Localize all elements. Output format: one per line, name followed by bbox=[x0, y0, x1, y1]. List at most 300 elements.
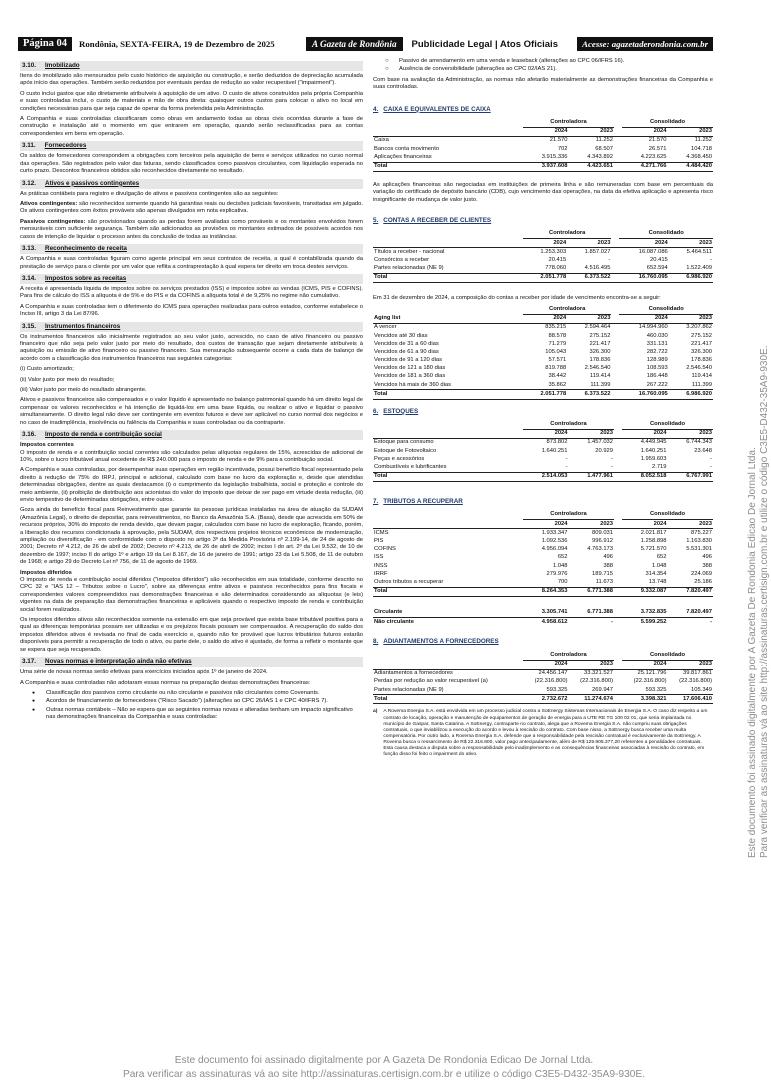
table-row bbox=[373, 257, 713, 265]
section-heading: 3.12. Ativos e passivos contingentes bbox=[20, 179, 363, 189]
table-cell: 104.718 bbox=[691, 145, 712, 152]
table-cell: 2023 bbox=[567, 239, 611, 248]
advances-table bbox=[373, 651, 713, 704]
table-cell: 2.594.464 bbox=[584, 324, 611, 331]
verification-line: Para verificar as assinaturas vá ao site http://assinaturas.certisign.com.br e utilize o código C3E5-D432-35A9-930E. bbox=[122, 1068, 646, 1080]
table-cell: 4.343.892 bbox=[587, 153, 613, 160]
table-cell: 25.121.796 bbox=[637, 670, 667, 677]
table-cell: 279.976 bbox=[546, 570, 568, 577]
table-cell: 5.531.301 bbox=[686, 546, 712, 553]
table-cell: 2023 bbox=[569, 660, 615, 669]
table-cell: 2023 bbox=[569, 127, 615, 136]
table-cell: 778.060 bbox=[545, 265, 567, 272]
table-cell: 267.222 bbox=[646, 381, 668, 388]
table-cell: 38.442 bbox=[548, 373, 567, 380]
table-cell: 2.546.540 bbox=[686, 365, 712, 372]
table-cell: 11.252 bbox=[595, 137, 613, 144]
cash-table bbox=[373, 119, 713, 172]
table-cell: Combustíveis e lubrificantes bbox=[374, 464, 447, 471]
table-cell bbox=[614, 660, 622, 669]
year-header-row bbox=[373, 314, 713, 323]
table-cell: 1.048 bbox=[651, 562, 667, 569]
table-row bbox=[373, 365, 713, 373]
year-header-row bbox=[373, 239, 713, 248]
table-cell: 20.929 bbox=[595, 447, 613, 454]
group-header-row bbox=[373, 230, 713, 239]
table-cell: 221.417 bbox=[691, 340, 712, 347]
table-cell: Vencidos de 91 a 120 dias bbox=[374, 357, 443, 364]
table-cell bbox=[611, 340, 619, 348]
table-cell bbox=[373, 119, 523, 128]
table-cell: COFINS bbox=[374, 546, 396, 553]
table-cell: 16.760.095 bbox=[619, 274, 668, 283]
table-cell: 2023 bbox=[668, 660, 714, 669]
table-cell: ISS bbox=[374, 554, 384, 561]
table-cell: 873.802 bbox=[546, 439, 568, 446]
table-cell: - bbox=[611, 618, 613, 625]
note-heading: 6. ESTOQUES bbox=[373, 407, 419, 415]
table-row bbox=[373, 562, 713, 570]
section-heading: 3.15. Instrumentos financeiros bbox=[20, 322, 363, 332]
section-heading: 3.13. Reconhecimento de receita bbox=[20, 244, 363, 254]
table-cell: Bancos conta movimento bbox=[374, 145, 440, 152]
table-cell: Controladora bbox=[523, 230, 611, 239]
table-cell: 111.399 bbox=[691, 381, 712, 388]
table-cell: Total bbox=[373, 472, 523, 481]
table-cell: 33.321.527 bbox=[583, 670, 613, 677]
table-cell: Peças e acessórios bbox=[374, 455, 425, 462]
paragraph: As aplicações financeiras são negociadas em instituições de primeira linha e são remuneradas com base em percentuais da variação do certificado de depósito bancário (CDB), cujo vencimento das operações, na data da efetiva aplicação e apresenta risco insignificante de mudança de valor justo. bbox=[373, 181, 713, 203]
signature-footer bbox=[0, 1054, 768, 1081]
table-cell: 2024 bbox=[523, 127, 569, 136]
table-cell: 593.325 bbox=[645, 686, 667, 693]
table-cell: Consolidado bbox=[619, 230, 713, 239]
table-cell: 3.398.321 bbox=[622, 695, 668, 704]
table-cell: 35.862 bbox=[548, 381, 567, 388]
table-cell: 4.484.420 bbox=[668, 162, 714, 171]
table-cell: 652 bbox=[656, 554, 667, 561]
table-cell: Consórcios a receber bbox=[374, 257, 430, 264]
table-row bbox=[373, 609, 713, 618]
table-cell: Controladora bbox=[523, 421, 614, 430]
table-cell: (22.316.800) bbox=[534, 678, 568, 685]
table-cell: 2024 bbox=[622, 429, 668, 438]
table-cell bbox=[614, 455, 622, 463]
website-link[interactable]: Acesse: agazetaderondonia.com.br bbox=[577, 37, 713, 51]
table-cell bbox=[614, 678, 622, 686]
paragraph: Os instrumentos financeiros são inicialmente registrados ao seu valor justo, acrescido, no caso de ativo financeiro ou passivo financeiro que não seja pelo valor justo por meio do resultado, dos custos de transação que sejam diretamente atribuíveis à aquisição ou emissão de ativo financeiro ou passivo financeiro. Sua mensuração subsequente ocorre a cada data de balanço de acordo com a classificação dos instrumentos financeiros nas seguintes categorias: bbox=[20, 333, 363, 362]
year-header-row bbox=[373, 127, 713, 136]
table-row bbox=[373, 265, 713, 274]
note-heading: 4. CAIXA E EQUIVALENTES DE CAIXA bbox=[373, 105, 491, 113]
table-cell: 2.719 bbox=[651, 464, 667, 471]
table-cell: Total bbox=[373, 274, 523, 283]
table-cell bbox=[373, 127, 523, 136]
paragraph: O custo inclui gastos que são diretamente atribuíveis à aquisição de um ativo. O custo de ativos construídos pela própria Companhia e suas controladas inclui, o custo de materiais e mão de obra direta: quaisquer outros custos para colocar o ativo no local em condições necessárias para que seja capaz de operar da forma pretendida pela Administração. bbox=[20, 90, 363, 112]
table-cell: Outros tributos a recuperar bbox=[374, 578, 444, 585]
table-cell bbox=[614, 511, 622, 520]
table-row bbox=[373, 695, 713, 704]
list-item: ● Classificação dos passivos como circulante ou não circulante e passivos não circulantes como Covenants. bbox=[20, 690, 363, 697]
table-cell: 460.030 bbox=[646, 332, 668, 339]
table-cell: 6.373.522 bbox=[567, 274, 611, 283]
table-cell: 2.051.778 bbox=[523, 274, 567, 283]
year-header-row bbox=[373, 660, 713, 669]
table-cell: 702 bbox=[557, 145, 568, 152]
table-cell: 3.207.862 bbox=[686, 324, 712, 331]
year-header-row bbox=[373, 429, 713, 438]
table-cell: 2024 bbox=[523, 314, 567, 323]
table-cell: 314.354 bbox=[645, 570, 667, 577]
table-cell: 3.305.741 bbox=[523, 609, 569, 618]
paragraph: O imposto de renda e contribuição social diferidos ("impostos diferidos") são reconhecidos em sua totalidade, conforme descrito no CPC 32 e "IAS 12 – Tributos sobre o Lucro", sobre as diferenças entre ativos e passivos reconhecidos para fins fiscais e correspondentes valores compreendidos nas demonstrações financeiras e são determinados considerando as alíquotas (e leis) vigentes na data de preparação das demonstrações financeiras e aplicáveis quando o respectivo imposto de renda e contribuição social forem realizados. bbox=[20, 577, 363, 613]
table-cell: 331.131 bbox=[646, 340, 668, 347]
table-cell bbox=[614, 153, 622, 162]
list-item: (i) Custo amortizado; bbox=[20, 366, 74, 373]
table-row bbox=[373, 455, 713, 463]
receivables-table bbox=[373, 230, 713, 283]
paragraph: Com base na avaliação da Administração, as normas não afetarão materialmente as demonstrações financeiras da Companhia e suas controladas. bbox=[373, 76, 713, 91]
table-cell: 16.760.095 bbox=[619, 390, 668, 399]
table-cell: (22.316.800) bbox=[633, 678, 667, 685]
list-item: ○ Ausência de conversibilidade (alterações ao CPC 02/IAS 21). bbox=[373, 66, 713, 73]
table-cell bbox=[611, 257, 619, 265]
left-column bbox=[20, 58, 363, 725]
table-cell bbox=[373, 660, 523, 669]
table-cell: 819.788 bbox=[545, 365, 567, 372]
subheading: Impostos diferidos bbox=[20, 569, 72, 576]
table-cell: 108.593 bbox=[646, 365, 668, 372]
table-cell: 275.152 bbox=[691, 332, 712, 339]
table-cell: Caixa bbox=[374, 137, 389, 144]
table-cell: - bbox=[565, 455, 568, 462]
table-cell bbox=[611, 390, 619, 399]
table-cell: 88.578 bbox=[548, 332, 567, 339]
table-cell: Consolidado bbox=[622, 511, 713, 520]
table-cell: 809.031 bbox=[592, 529, 613, 536]
table-cell: 4.223.625 bbox=[640, 153, 667, 160]
table-cell bbox=[614, 609, 622, 618]
table-cell: 24.456.147 bbox=[538, 670, 568, 677]
table-cell bbox=[614, 421, 622, 430]
table-row bbox=[373, 669, 713, 678]
table-cell: 1.959.603 bbox=[640, 455, 667, 462]
table-cell bbox=[614, 145, 622, 153]
table-cell: 2023 bbox=[669, 314, 713, 323]
paragraph: Passivos contingentes: são provisionados quando as perdas forem avaliadas como prováveis e os montantes envolvidos forem mensuráveis com suficiente segurança. Também são adicionados as provisões os montantes estimados de possíveis acordos nos casos de intenção de liquidar o processo antes da conclusão de todas as instâncias. bbox=[20, 218, 363, 240]
table-cell: 275.152 bbox=[589, 332, 611, 339]
table-row bbox=[373, 162, 713, 171]
table-row bbox=[373, 472, 713, 481]
table-cell: Consolidado bbox=[622, 421, 713, 430]
table-cell bbox=[614, 520, 622, 529]
table-cell: 4.763.173 bbox=[587, 546, 613, 553]
bullet-list bbox=[20, 690, 363, 722]
note-heading: 5. CONTAS A RECEBER DE CLIENTES bbox=[373, 217, 492, 225]
paragraph: Os saldos de fornecedores correspondem a obrigações com terceiros pela aquisição de bens e serviços utilizados no curso normal das operações. São registrados pelo valor das faturas, sendo classificados como passivos circulantes, com liquidação esperada no curto prazo. Descontos financeiros obtidos são reconhecidos diretamente no resultado. bbox=[20, 153, 363, 175]
taxes-split-table bbox=[373, 609, 713, 626]
table-cell: Aging list bbox=[373, 314, 523, 323]
list-item: ● Outras normas contábeis – Não se espera que as seguintes normas novas e alteradas tenham um impacto significativo nas demonstrações financeiras da Companhia e suas controladas: bbox=[20, 707, 363, 722]
table-cell: (22.316.800) bbox=[679, 678, 712, 685]
table-cell: INSS bbox=[374, 562, 388, 569]
table-cell: 1.048 bbox=[552, 562, 568, 569]
table-cell: 1.457.032 bbox=[587, 439, 613, 446]
table-cell bbox=[611, 332, 619, 340]
paragraph: A Companhia e suas controladas, por desempenhar suas operações em região incentivada, possui benefício fiscal representado pela direito à redução de 75% do IRPJ, principal e adicional, calculado com base no lucro da exploração e, desde que atendidas determinadas obrigações, dentre as quais destacamos (i) o cumprimento da legislação trabalhista, social e proteção e controle do meio ambiente, (ii) proibição de distribuição aos acionistas do valor do imposto que deixar de ser pago em virtude desta redução, (iii) envio tempestivo de determinadas obrigações, entre outros. bbox=[20, 467, 363, 503]
paragraph: Itens do imobilizado são mensurados pelo custo histórico de aquisição ou construção, e serão deduzidos de depreciação acumulada após início das operações. Também serão reduzidos por eventuais perdas de redução ao valor recuperável ("impairment"). bbox=[20, 73, 363, 87]
table-row bbox=[373, 357, 713, 365]
table-cell: 4.958.612 bbox=[541, 618, 568, 625]
table-cell: 178.836 bbox=[691, 357, 712, 364]
table-cell: A vencer bbox=[374, 324, 397, 331]
table-cell bbox=[611, 239, 619, 248]
table-cell: 282.722 bbox=[646, 348, 668, 355]
table-cell bbox=[611, 314, 619, 323]
table-cell bbox=[614, 554, 622, 562]
table-cell: Vencidos há mais de 360 dias bbox=[374, 381, 452, 388]
list-item: (iii) Valor justo por meio do resultado abrangente. bbox=[20, 387, 147, 394]
table-cell: Adiantamentos a fornecedores bbox=[374, 670, 453, 677]
table-cell bbox=[373, 520, 523, 529]
table-cell: 1.477.961 bbox=[569, 472, 615, 481]
table-cell bbox=[614, 447, 622, 455]
table-cell: Consolidado bbox=[622, 651, 713, 660]
table-cell bbox=[611, 323, 619, 332]
table-cell: 189.715 bbox=[592, 570, 613, 577]
table-cell: - bbox=[611, 455, 613, 462]
table-cell: Aplicações financeiras bbox=[374, 153, 432, 160]
table-cell bbox=[611, 230, 619, 239]
table-row bbox=[373, 332, 713, 340]
table-cell: 1.933.347 bbox=[541, 529, 568, 536]
table-cell bbox=[614, 651, 622, 660]
table-cell: 111.399 bbox=[590, 381, 611, 388]
footnote: a) A Rovema Energia S.A. está envolvida em um processo judicial contra a SoEnergy Sistemas Internacionais de Energia S.A. O caso diz respeito a um contrato de locação, operação e manutenção de equipamentos de geração de energia para a UTE RE TG 100 02 01, que seria implantada no município de Gaspar, Santa Catarina. A SoEnergy, contraparte no contrato, alega que a Rovema Energia S.A. não cumpriu suas obrigações contratuais, o que inviabilizou a execução do acordo e levou à rescisão do contrato. Com base nisso, a SoEnergy busca receber uma multa compensatória. Por outro lado, a Rovema Energia S.A. defende que a responsabilidade pela rescisão contratual é exclusivamente da SoEnergy. A Rovema busca o ressarcimento de R$ 22.316.800, valor pago antecipadamente, além de R$ 129.905.377,20 referentes a penalidades contratuais. Esta causa destaca a disputa sobre a responsabilidade pelo inadimplemento e as consequências financeiras associadas à rescisão do contrato, em função disso foi feito o impairment do ativo. bbox=[373, 709, 708, 758]
table-cell: 2024 bbox=[622, 660, 668, 669]
vertical-verification-line: Para verificar as assinaturas vá ao site http://assinaturas.certisign.com.br e utilize o código C3E5-D432-35A9-930E. bbox=[759, 345, 770, 858]
table-cell: 996.912 bbox=[592, 538, 613, 545]
table-cell: 269.947 bbox=[592, 686, 613, 693]
table-cell bbox=[611, 365, 619, 373]
table-cell bbox=[373, 511, 523, 520]
table-cell: 8.264.353 bbox=[523, 587, 569, 596]
table-cell: 20.415 bbox=[650, 257, 668, 264]
table-cell: 326.300 bbox=[589, 348, 611, 355]
table-cell bbox=[614, 464, 622, 473]
table-cell: 68.507 bbox=[595, 145, 613, 152]
table-cell: 2024 bbox=[523, 520, 569, 529]
section-heading: 3.16. Imposto de renda e contribuição social bbox=[20, 430, 363, 440]
table-cell: 700 bbox=[557, 578, 568, 585]
table-cell bbox=[614, 695, 622, 704]
paragraph: A receita é apresentada líquida de impostos sobre os serviços prestados (ISS) e impostos sobre as vendas (ICMS, PIS e COFINS). Para fins de cálculo do ISS a alíquota é de 5% e do PIS e da COFINS a alíquota total é de 9,25% no regime não cumulativo. bbox=[20, 285, 363, 300]
table-cell bbox=[614, 439, 622, 448]
table-cell: 6.767.991 bbox=[668, 472, 714, 481]
table-cell bbox=[614, 570, 622, 578]
table-cell: Circulante bbox=[373, 609, 523, 618]
table-cell: 4.271.766 bbox=[622, 162, 668, 171]
table-cell: 105.043 bbox=[545, 348, 567, 355]
table-cell: 2023 bbox=[668, 127, 714, 136]
table-cell: 835.215 bbox=[545, 324, 567, 331]
table-cell: 2023 bbox=[567, 314, 611, 323]
table-cell: 178.836 bbox=[589, 357, 611, 364]
table-row bbox=[373, 447, 713, 455]
sub-bullet-list bbox=[373, 58, 713, 74]
section-heading: 3.14. Impostos sobre as receitas bbox=[20, 274, 363, 284]
table-cell: 6.771.388 bbox=[569, 609, 615, 618]
signature-line: Este documento foi assinado digitalmente por A Gazeta De Rondonia Edicao De Jornal Ltda. bbox=[174, 1055, 594, 1066]
table-row bbox=[373, 390, 713, 399]
table-row bbox=[373, 381, 713, 390]
table-cell: Partes relacionadas (NE 9) bbox=[374, 686, 444, 693]
table-cell: 2023 bbox=[668, 429, 714, 438]
table-cell bbox=[614, 686, 622, 695]
table-cell bbox=[373, 230, 523, 239]
paragraph: As práticas contábeis para registro e divulgação de ativos e passivos contingentes são as seguintes: bbox=[20, 190, 279, 197]
table-cell: 128.989 bbox=[646, 357, 668, 364]
paragraph: Em 31 de dezembro de 2024, a composição do contas a receber por idade de vencimento encontra-se a seguir: bbox=[373, 295, 661, 302]
table-cell: IRRF bbox=[374, 570, 388, 577]
table-cell: Controladora bbox=[523, 306, 611, 315]
table-row bbox=[373, 546, 713, 554]
group-header-row bbox=[373, 421, 713, 430]
table-row bbox=[373, 248, 713, 257]
table-cell: PIS bbox=[374, 538, 384, 545]
table-cell: 6.986.920 bbox=[669, 390, 713, 399]
table-cell: 326.300 bbox=[691, 348, 712, 355]
table-cell: 652.594 bbox=[646, 265, 668, 272]
table-cell: 71.279 bbox=[548, 340, 567, 347]
table-row bbox=[373, 554, 713, 562]
table-row bbox=[373, 439, 713, 448]
table-row bbox=[373, 340, 713, 348]
table-cell: Consolidado bbox=[619, 306, 713, 315]
table-cell: 23.648 bbox=[694, 447, 712, 454]
table-row bbox=[373, 323, 713, 332]
edition-date: Rondônia, SEXTA-FEIRA, 19 de Dezembro de 2025 bbox=[79, 39, 275, 49]
table-cell bbox=[614, 119, 622, 128]
table-cell bbox=[614, 472, 622, 481]
page-header bbox=[18, 37, 713, 51]
paragraph: A Companhia e suas controladas não adotaram essas normas na preparação destas demonstrações financeiras: bbox=[20, 679, 311, 686]
table-cell bbox=[611, 381, 619, 390]
table-cell: Vencidos até 30 dias bbox=[374, 332, 428, 339]
table-cell bbox=[611, 373, 619, 381]
table-cell: Estoque para consumo bbox=[374, 439, 434, 446]
paragraph: A Companhia e suas controladas tem o diferimento do ICMS para operações realizadas para outros estados, conforme estabelece o Inciso III, artigo 3 da Lei 87/96. bbox=[20, 303, 363, 318]
table-cell bbox=[614, 538, 622, 546]
table-cell: ICMS bbox=[374, 529, 389, 536]
table-cell: 4.368.450 bbox=[686, 153, 712, 160]
table-cell: 496 bbox=[603, 554, 613, 561]
table-row bbox=[373, 579, 713, 588]
table-cell: 20.415 bbox=[548, 257, 567, 264]
table-cell: 2.051.778 bbox=[523, 390, 567, 399]
table-row bbox=[373, 274, 713, 283]
table-row bbox=[373, 686, 713, 695]
table-cell: 496 bbox=[702, 554, 712, 561]
table-cell bbox=[373, 429, 523, 438]
table-cell: 2.546.540 bbox=[584, 365, 611, 372]
table-cell: Vencidos de 61 a 90 dias bbox=[374, 348, 439, 355]
table-cell bbox=[611, 349, 619, 357]
table-cell: 2024 bbox=[523, 660, 569, 669]
table-cell bbox=[611, 357, 619, 365]
group-header-row bbox=[373, 119, 713, 128]
table-cell: - bbox=[710, 455, 712, 462]
table-cell bbox=[614, 669, 622, 678]
table-cell bbox=[611, 265, 619, 274]
table-cell: 13.748 bbox=[648, 578, 667, 585]
table-cell: 4.516.495 bbox=[584, 265, 611, 272]
table-cell: Perdas por redução ao valor recuperável (a) bbox=[374, 678, 488, 685]
table-row bbox=[373, 538, 713, 546]
table-cell: 11.673 bbox=[595, 578, 613, 585]
group-header-row bbox=[373, 306, 713, 315]
table-cell: 39.817.861 bbox=[682, 670, 712, 677]
table-row bbox=[373, 570, 713, 578]
paragraph: A Companhia e suas controladas classificaram como obras em andamento todas as obras civis ocorridas durante a fase de construção e instalação até o momento em que entrarem em operação, quando serão reclassificadas para as contas correspondentes em bens em operação. bbox=[20, 116, 363, 137]
table-cell: 2024 bbox=[523, 429, 569, 438]
table-row bbox=[373, 137, 713, 146]
right-column bbox=[373, 58, 713, 758]
table-cell: 224.069 bbox=[691, 570, 712, 577]
table-cell: 4.449.945 bbox=[640, 439, 667, 446]
table-cell: Vencidos de 181 a 360 dias bbox=[374, 373, 446, 380]
taxes-table bbox=[373, 511, 713, 597]
table-row bbox=[373, 618, 713, 627]
table-cell: 1.092.536 bbox=[541, 538, 568, 545]
table-cell: 8.052.518 bbox=[622, 472, 668, 481]
section-heading: 3.11. Fornecedores bbox=[20, 141, 363, 151]
section-heading: 3.17. Novas normas e interpretação ainda não efetivas bbox=[20, 657, 363, 667]
table-cell: 5.599.252 bbox=[640, 618, 667, 625]
table-row bbox=[373, 145, 713, 153]
table-cell: 14.994.960 bbox=[638, 324, 668, 331]
list-item: ● Acordos de financiamento de fornecedores ("Risco Sacado") (alterações ao CPC 26/IAS 1 e CPC 40/IFRS 7). bbox=[20, 698, 363, 705]
table-cell: Vencidos de 121 a 180 dias bbox=[374, 365, 446, 372]
table-cell: 2024 bbox=[622, 127, 668, 136]
table-cell: 388 bbox=[702, 562, 712, 569]
paragraph: Os impostos diferidos ativos são reconhecidos somente na extensão em que seja provável que exista base tributável positiva para a qual as diferenças temporárias possam ser utilizadas e os prejuízos fiscais possam ser compensados. A recuperação do saldo dos impostos diferidos ativos é revisada no final de cada exercício e, quando não for provável que lucros tributários futuros estarão disponíveis para permitir a recuperação de todo o ativo, ou parte dele, o saldo do ativo é ajustado, de forma a refletir o montante que se espera que seja recuperado. bbox=[20, 617, 363, 653]
table-cell: Partes relacionadas (NE 9) bbox=[374, 265, 444, 272]
section-title: Publicidade Legal | Atos Oficiais bbox=[411, 38, 558, 50]
table-cell: 7.820.497 bbox=[668, 587, 714, 596]
table-cell bbox=[611, 248, 619, 257]
table-cell: 1.640.251 bbox=[541, 447, 568, 454]
table-cell: 2024 bbox=[619, 314, 668, 323]
table-cell: Consolidado bbox=[622, 119, 713, 128]
table-cell: 2.021.817 bbox=[640, 529, 667, 536]
list-item: ○ Passivo de arrendamento em uma venda e leaseback (alterações ao CPC 06/IFRS 16). bbox=[373, 58, 713, 65]
table-cell bbox=[611, 306, 619, 315]
table-cell: 1.522.409 bbox=[686, 265, 712, 272]
table-cell: 16.087.086 bbox=[638, 248, 668, 255]
table-cell: 2023 bbox=[569, 520, 615, 529]
table-cell: 9.332.087 bbox=[622, 587, 668, 596]
table-cell: 5.464.511 bbox=[686, 248, 712, 255]
table-cell: - bbox=[611, 464, 613, 471]
table-cell: Não circulante bbox=[374, 618, 414, 625]
table-cell: 3.732.835 bbox=[622, 609, 668, 618]
table-cell: 388 bbox=[603, 562, 613, 569]
paragraph: A Companhia e suas controladas figuram como agente principal em seus contratos de receita, a qual é contabilizada quando da prestação de serviço para o cliente por um valor que reflita a contraprestação à qual espera ter direito em troca destes serviços. bbox=[20, 256, 363, 270]
table-cell: 57.571 bbox=[548, 357, 567, 364]
paragraph: Goza ainda do benefício fiscal para Reinvestimento que garante às pessoas jurídicas instaladas na área de atuação da SUDAM (Amazônia Legal), o direito de depositar, para reinvestimentos, no Banco da Amazônia S.A. (Basa), desde que acrescida em 50% de recursos próprios, 30% do imposto de renda devido, que devam pagar, calculados com base no lucro de exploração, ficando, porém, a liberação dos recursos condicionada à aprovação, pela SUDAM, dos respectivos projetos técnicos econômicos de modernização, ampliação ou diversificação - em conformidade com o disposto no artigo 3º da Medida Provisória nº 2.199-14, de 24 de agosto de 2001; Decreto nº 4.212, de 26 de abril de 2002; Decreto nº 4.213, de 26 de abril de 2002; inciso I do art. 2º da Lei 9.532, de 10 de dezembro de 1997; inciso II do artigo 1º e artigo 19 da Lei 8.167, de 16 de janeiro de 1991; artigo 23 da Lei 5.508, de 11 de outubro de 1968; e artigo 29 do Decreto Lei nº 756, de 11 de agosto de 1969. bbox=[20, 507, 363, 566]
table-cell bbox=[614, 137, 622, 146]
